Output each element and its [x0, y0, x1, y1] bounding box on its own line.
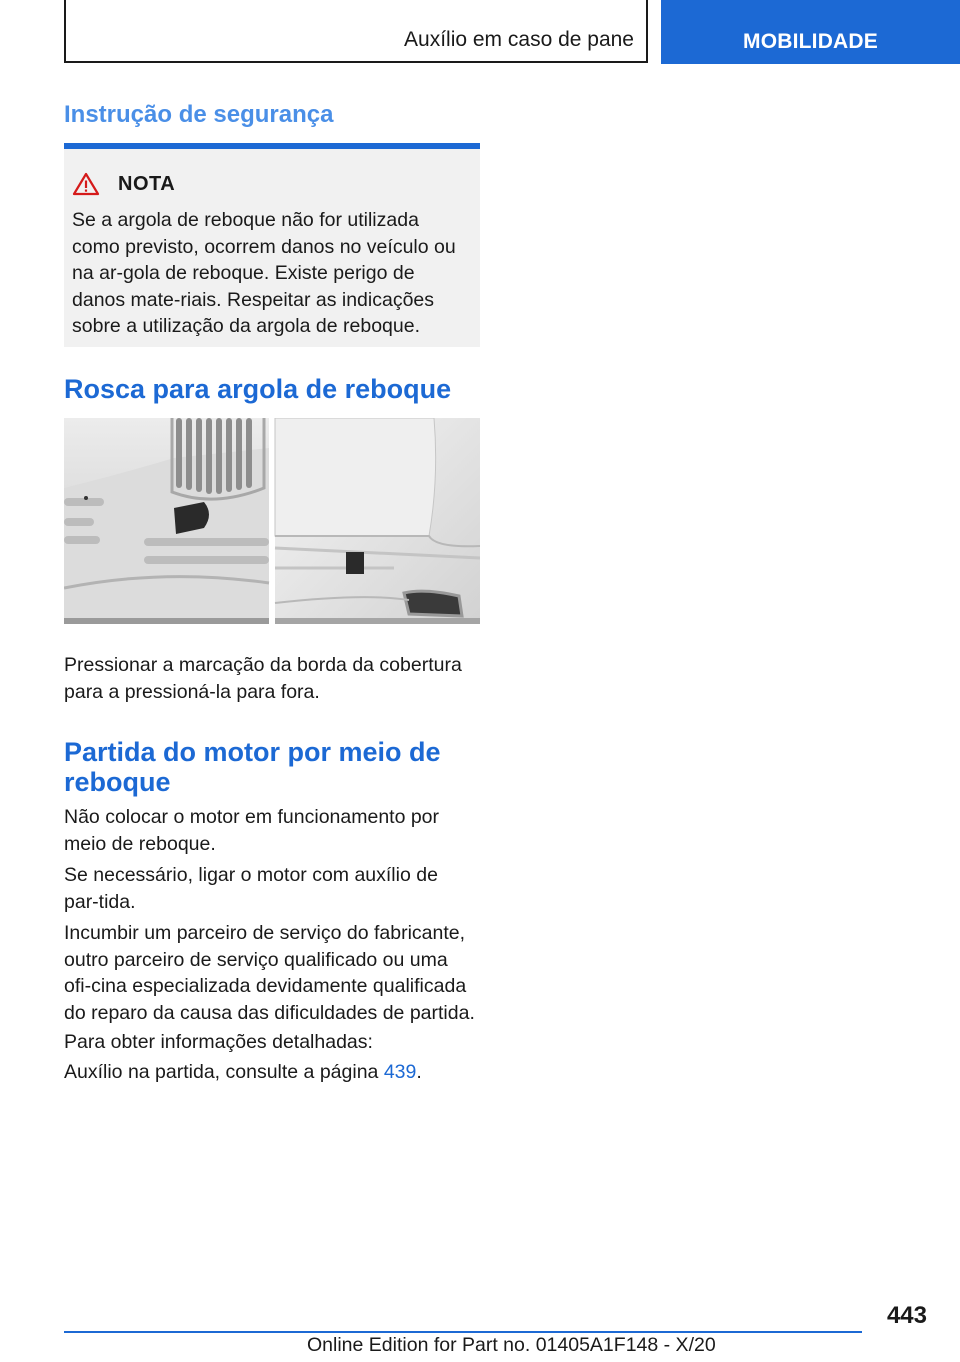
page-reference-text: Auxílio na partida, consulte a página: [64, 1061, 379, 1083]
partida-paragraph-3: Incumbir um parceiro de serviço do fabricante, outro parceiro de serviço qualificado ou uma ofi-cina especializada devidamente qualificada do reparo da causa das dificuldades de partida.: [64, 922, 475, 1024]
partida-paragraph-4: Para obter informações detalhadas:: [64, 1031, 373, 1053]
header-frame: [64, 0, 648, 63]
partida-heading: Partida do motor por meio de reboque: [64, 737, 441, 797]
footer-edition: Online Edition for Part no. 01405A1F148 - X/20: [307, 1334, 716, 1356]
header-chapter-tab[interactable]: MOBILIDADE: [661, 0, 960, 64]
page-reference-suffix: .: [416, 1061, 422, 1083]
safety-heading: Instrução de segurança: [64, 101, 334, 128]
tow-hook-cover-illustration: [64, 418, 480, 624]
partida-paragraph-5: [64, 1059, 478, 1086]
footer-divider: [64, 1331, 862, 1333]
header-section-title: Auxílio em caso de pane: [404, 28, 634, 51]
note-header: [72, 171, 175, 197]
note-title: NOTA: [118, 172, 176, 195]
note-text: Se a argola de reboque não for utilizada como previsto, ocorrem danos no veículo ou na ar-gola de reboque. Existe perigo de danos mate-riais. Respeitar as indicações sobre a utilização da argola de reboque.: [72, 209, 456, 337]
partida-paragraph-2: Se necessário, ligar o motor com auxílio de par-tida.: [64, 864, 438, 913]
rosca-heading: Rosca para argola de reboque: [64, 374, 452, 404]
partida-paragraph-1: Não colocar o motor em funcionamento por meio de reboque.: [64, 806, 440, 855]
page-number: 443: [886, 1302, 927, 1329]
note-box: [64, 143, 480, 347]
page-reference-link[interactable]: 439: [383, 1061, 417, 1083]
warning-triangle-icon: [72, 172, 100, 196]
rosca-text: Pressionar a marcação da borda da cobertura para a pressioná-la para fora.: [64, 654, 462, 703]
